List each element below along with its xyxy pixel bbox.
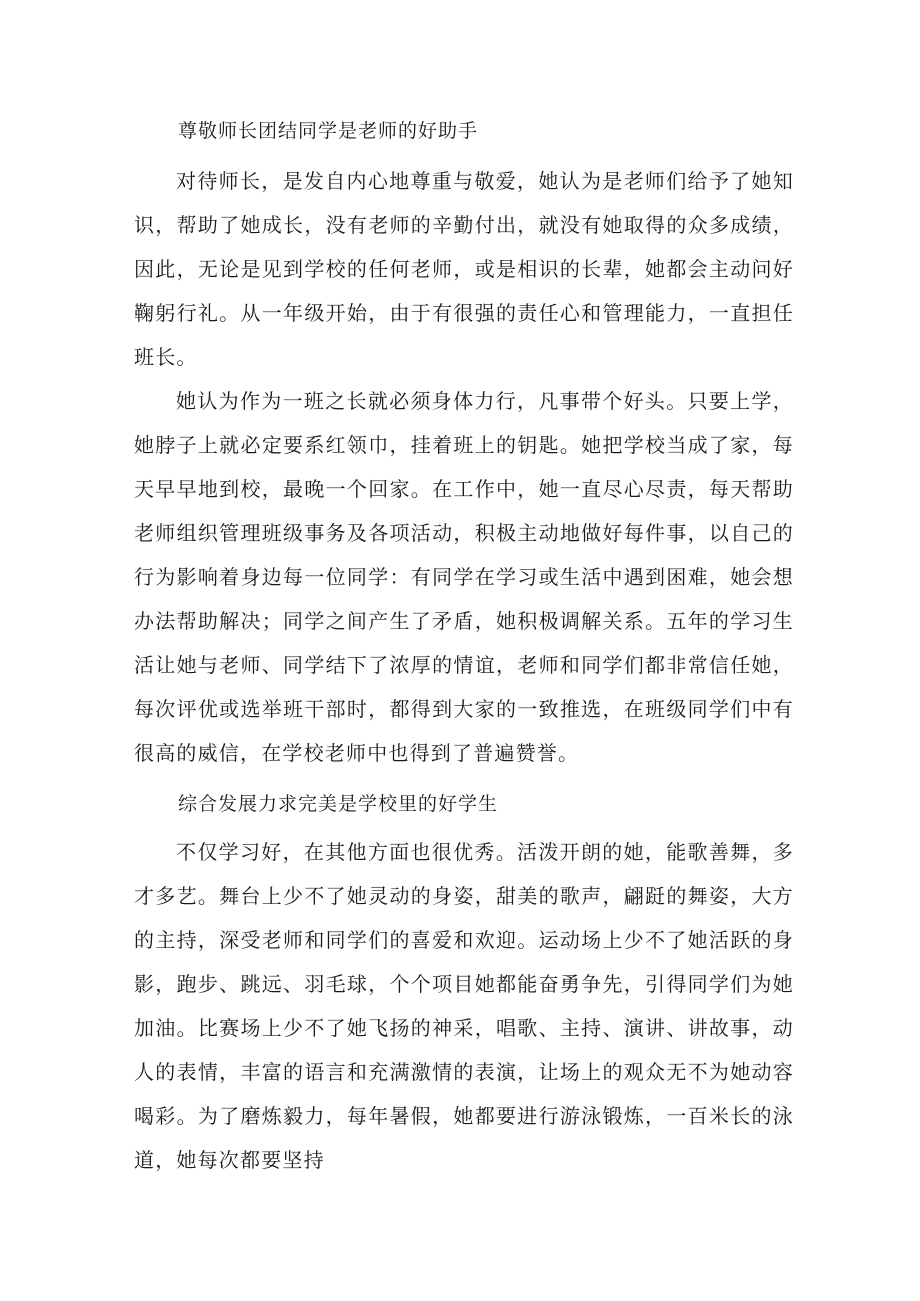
- paragraph-2: 她认为作为一班之长就必须身体力行，凡事带个好头。只要上学，她脖子上就必定要系红领巾，挂着班上的钥匙。她把学校当成了家，每天早早地到校，最晚一个回家。在工作中，她一直尽心尽责，每天帮助老师组织管理班级事务及各项活动，积极主动地做好每件事，以自己的行为影响着身边每一位同学：有同学在学习或生活中遇到困难，她会想办法帮助解决；同学之间产生了矛盾，她积极调解关系。五年的学习生活让她与老师、同学结下了浓厚的情谊，老师和同学们都非常信任她，每次评优或选举班干部时，都得到大家的一致推选，在班级同学们中有很高的威信，在学校老师中也得到了普遍赞誉。: [134, 389, 794, 765]
- section-heading-1: 尊敬师长团结同学是老师的好助手: [178, 120, 479, 142]
- paragraph-1: 对待师长，是发自内心地尊重与敬爱，她认为是老师们给予了她知识，帮助了她成长，没有老师的辛勤付出，就没有她取得的众多成绩，因此，无论是见到学校的任何老师，或是相识的长辈，她都会主动问好鞠躬行礼。从一年级开始，由于有很强的责任心和管理能力，一直担任班长。: [134, 169, 794, 369]
- paragraph-3: 不仅学习好，在其他方面也很优秀。活泼开朗的她，能歌善舞，多才多艺。舞台上少不了她灵动的身姿，甜美的歌声，翩跹的舞姿，大方的主持，深受老师和同学们的喜爱和欢迎。运动场上少不了她活跃的身影，跑步、跳远、羽毛球，个个项目她都能奋勇争先，引得同学们为她加油。比赛场上少不了她飞扬的神采，唱歌、主持、演讲、讲故事，动人的表情，丰富的语言和充满激情的表演，让场上的观众无不为她动容喝彩。为了磨炼毅力，每年暑假，她都要进行游泳锻炼，一百米长的泳道，她每次都要坚持: [134, 840, 794, 1172]
- section-body-2: [134, 830, 794, 1182]
- section-heading-2: 综合发展力求完美是学校里的好学生: [178, 793, 499, 815]
- section-body-1: [134, 159, 794, 775]
